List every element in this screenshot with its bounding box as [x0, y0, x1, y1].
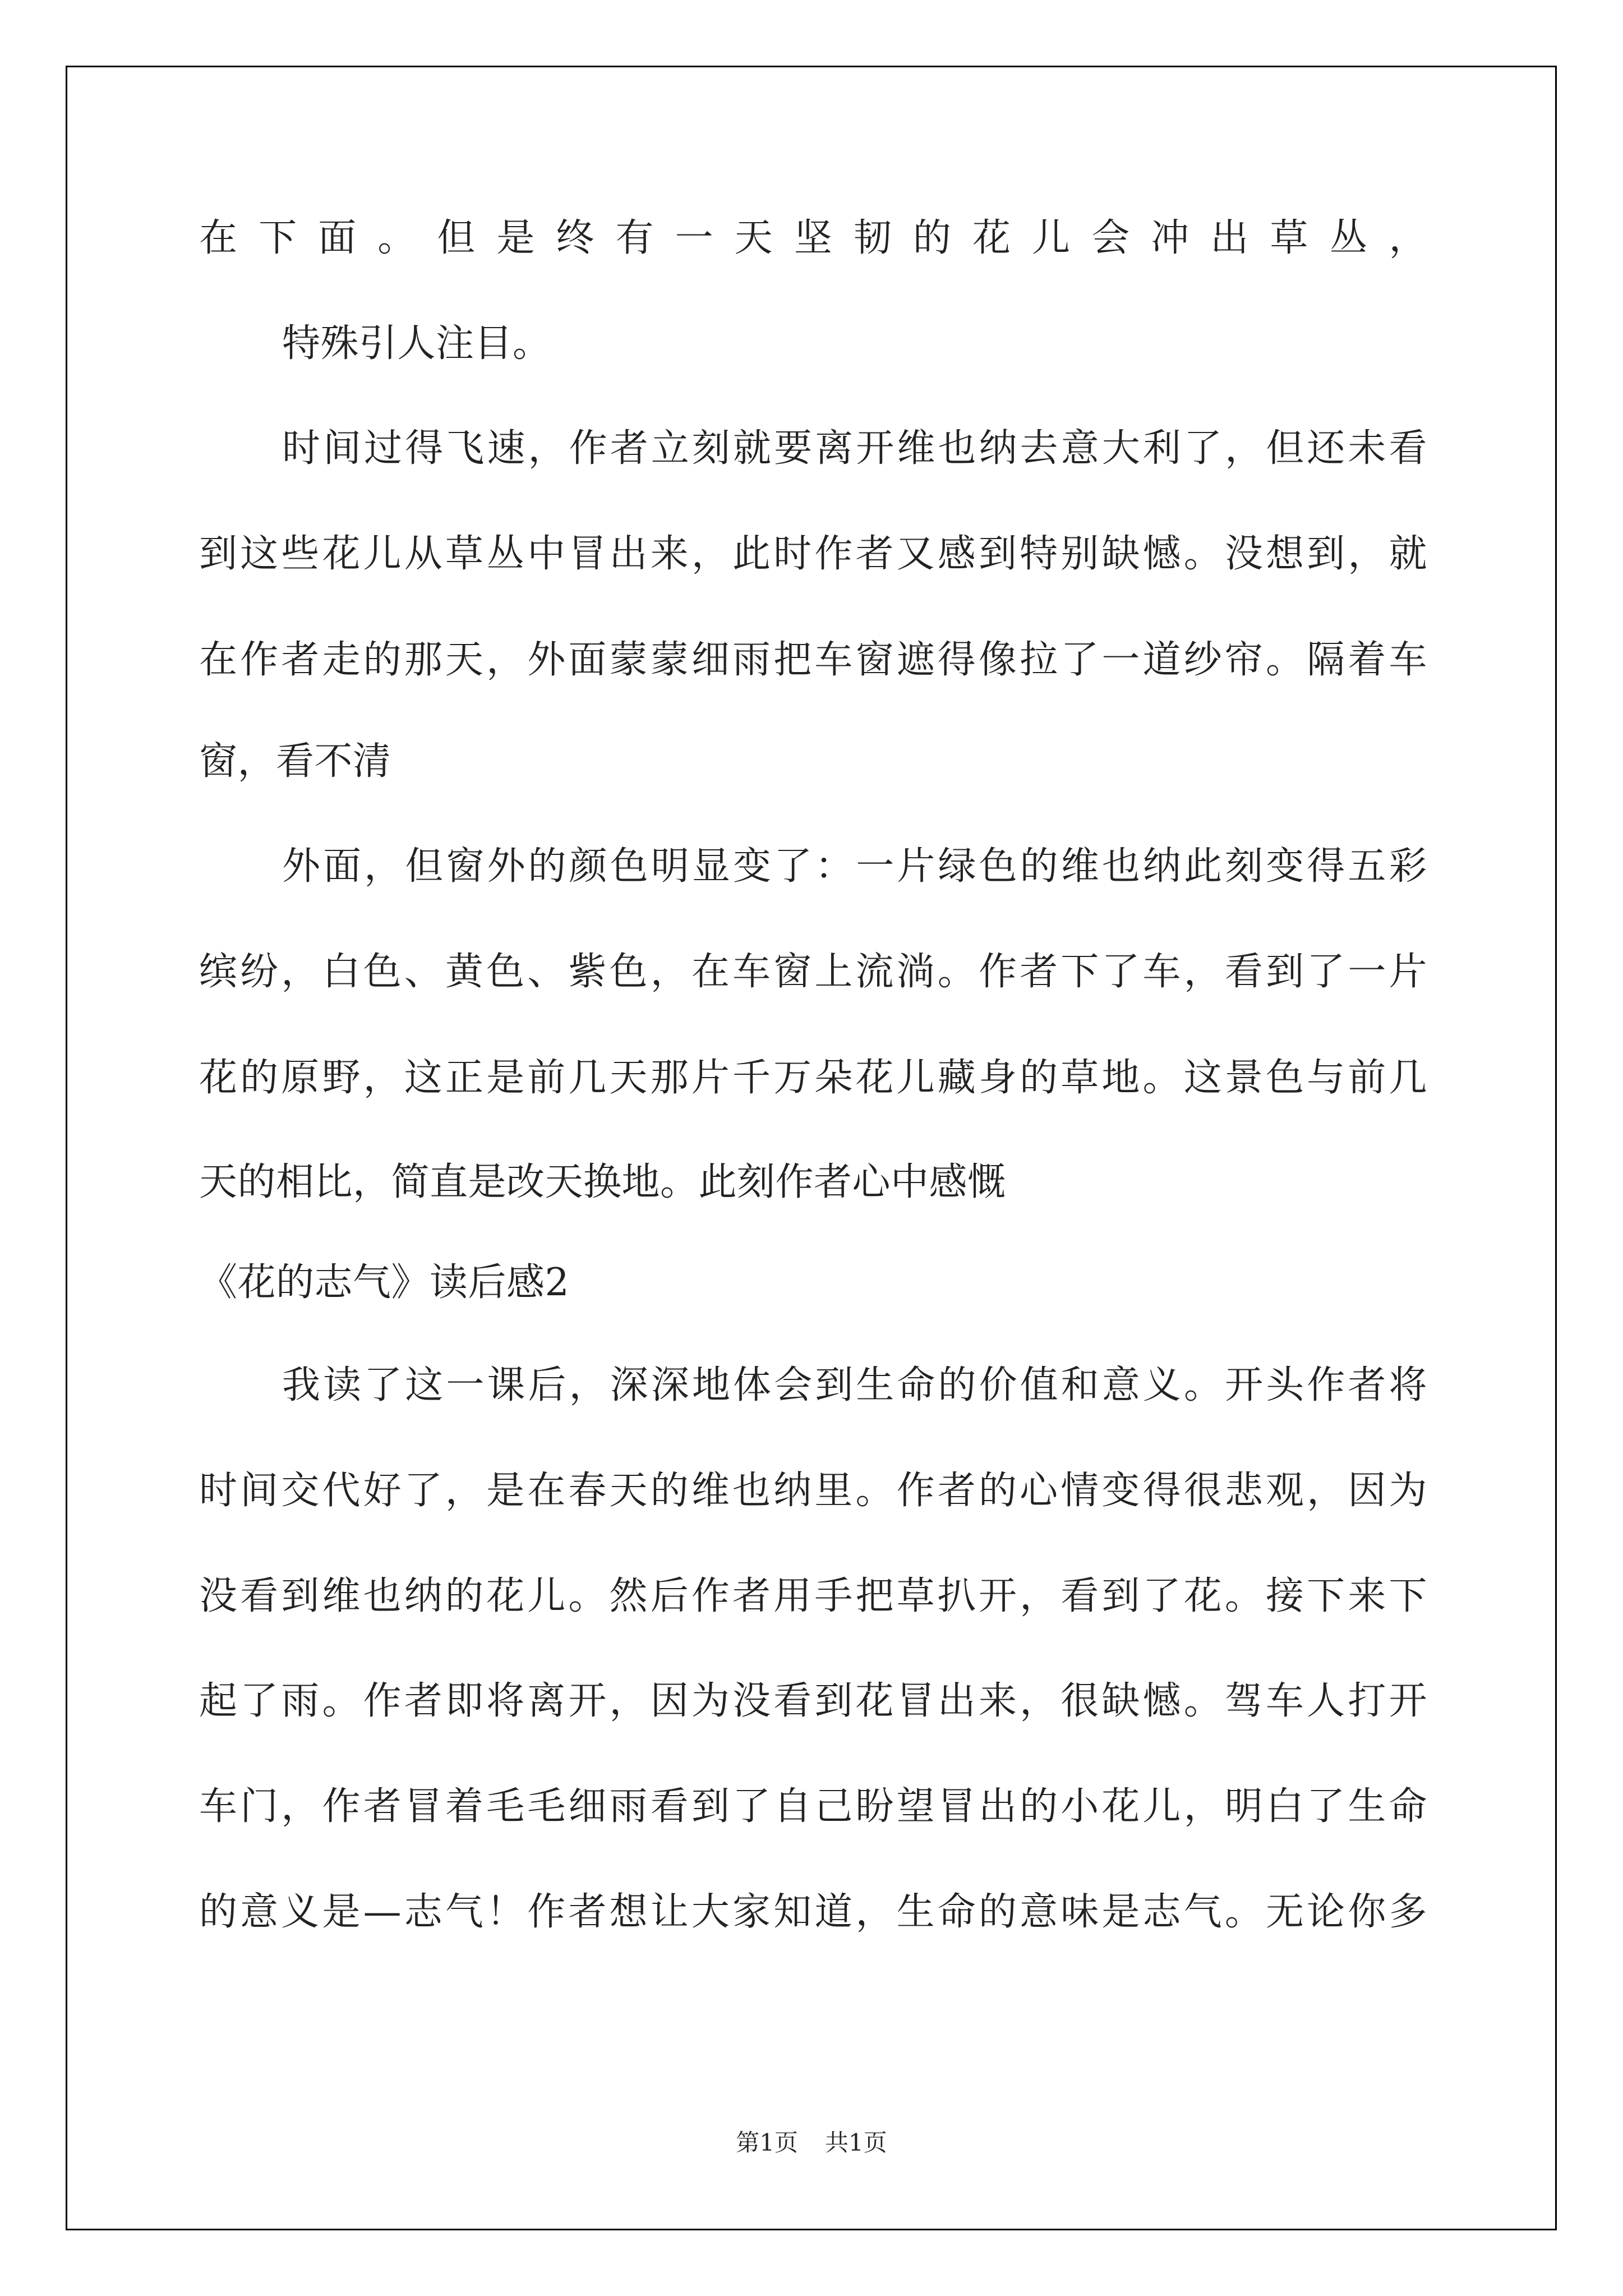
- page-total: 共1页: [825, 2129, 887, 2156]
- paragraph-line: 在下面。但是终有一天坚韧的花儿会冲出草丛，: [199, 216, 1427, 260]
- paragraph-line: 缤纷，白色、黄色、紫色，在车窗上流淌。作者下了车，看到了一片: [199, 950, 1427, 994]
- paragraph-line: 天的相比，简直是改天换地。此刻作者心中感慨: [199, 1160, 1006, 1204]
- paragraph-line: 到这些花儿从草丛中冒出来，此时作者又感到特别缺憾。没想到，就: [199, 532, 1427, 576]
- paragraph-line: 时间交代好了，是在春天的维也纳里。作者的心情变得很悲观，因为: [199, 1469, 1427, 1513]
- section-heading: 《花的志气》读后感2: [199, 1260, 570, 1305]
- paragraph-line: 的意义是—志气！作者想让大家知道，生命的意味是志气。无论你多: [199, 1890, 1427, 1934]
- paragraph-line: 我读了这一课后，深深地体会到生命的价值和意义。开头作者将: [282, 1363, 1427, 1407]
- paragraph-line: 车门，作者冒着毛毛细雨看到了自己盼望冒出的小花儿，明白了生命: [199, 1784, 1427, 1829]
- paragraph-line: 特殊引人注目。: [282, 321, 551, 366]
- paragraph-line: 窗，看不清: [199, 739, 391, 784]
- paragraph-line: 起了雨。作者即将离开，因为没看到花冒出来，很缺憾。驾车人打开: [199, 1679, 1427, 1723]
- paragraph-line: 时间过得飞速，作者立刻就要离开维也纳去意大利了，但还未看: [282, 426, 1427, 471]
- paragraph-line: 在作者走的那天，外面蒙蒙细雨把车窗遮得像拉了一道纱帘。隔着车: [199, 638, 1427, 682]
- paragraph-line: 外面，但窗外的颜色明显变了：一片绿色的维也纳此刻变得五彩: [282, 844, 1427, 889]
- paragraph-line: 没看到维也纳的花儿。然后作者用手把草扒开，看到了花。接下来下: [199, 1574, 1427, 1618]
- page-number: 第1页: [736, 2129, 798, 2156]
- page-footer: [0, 2126, 1623, 2160]
- paragraph-line: 花的原野，这正是前几天那片千万朵花儿藏身的草地。这景色与前几: [199, 1056, 1427, 1100]
